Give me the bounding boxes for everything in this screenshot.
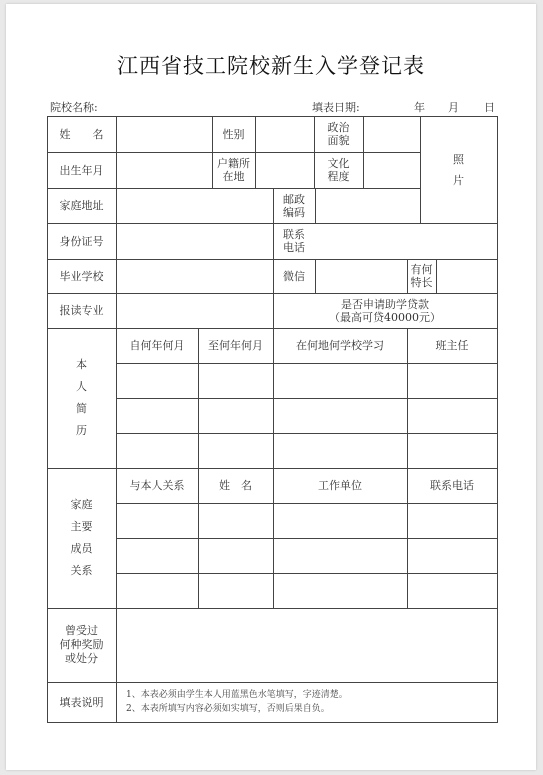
family-row-1[interactable] [117, 504, 497, 538]
id-number-field[interactable] [117, 224, 273, 259]
photo-label-2: 片 [453, 173, 464, 187]
address-field[interactable] [117, 189, 273, 223]
talent-label: 有何特长 [410, 263, 433, 289]
talent-field[interactable] [437, 260, 497, 293]
resume-label: 本 人 简 历 [76, 358, 87, 437]
instructions-label: 填表说明 [59, 695, 104, 709]
loan-question-line1: 是否申请助学贷款 [341, 297, 429, 311]
postcode-field[interactable] [316, 189, 420, 223]
graduate-school-field[interactable] [117, 260, 273, 293]
resume-row-2[interactable] [117, 399, 497, 433]
gender-field[interactable] [256, 117, 314, 152]
awards-label: 曾受过 何种奖励 或处分 [59, 624, 104, 665]
phone-label: 联系电话 [283, 228, 305, 254]
registration-form-page [6, 4, 536, 770]
family-header-name: 姓 名 [219, 479, 252, 492]
photo-box[interactable] [420, 116, 497, 223]
family-row-3[interactable] [117, 574, 497, 608]
family-row-2[interactable] [117, 539, 497, 573]
family-label: 家庭 主要 成员 关系 [70, 498, 93, 577]
major-field[interactable] [117, 294, 273, 328]
address-label: 家庭地址 [59, 199, 104, 212]
photo-label-1: 照 [453, 152, 464, 166]
phone-field[interactable] [316, 224, 497, 259]
instruction-1: 1、本表必须由学生本人用蓝黑色水笔填写，字迹清楚。 [126, 690, 348, 700]
resume-row-3[interactable] [117, 434, 497, 468]
awards-field[interactable] [117, 609, 497, 682]
birth-field[interactable] [117, 153, 212, 188]
date-year: 年 [414, 101, 425, 114]
loan-question [273, 293, 497, 328]
name-field[interactable] [117, 117, 212, 152]
resume-row-1[interactable] [117, 364, 497, 398]
education-field[interactable] [364, 153, 420, 188]
major-label: 报读专业 [59, 304, 104, 317]
family-header-relation: 与本人关系 [129, 479, 185, 492]
political-status-field[interactable] [364, 117, 420, 152]
id-number-label: 身份证号 [59, 234, 104, 248]
gender-label: 性别 [222, 127, 245, 141]
resume-header-school: 在何地何学校学习 [296, 339, 384, 352]
date-month: 月 [448, 101, 459, 114]
fill-date-label: 填表日期: [312, 101, 360, 114]
hukou-field[interactable] [256, 153, 314, 188]
school-name-label: 院校名称: [50, 101, 98, 114]
instruction-2: 2、本表所填写内容必须如实填写，否则后果自负。 [126, 704, 330, 714]
hukou-label: 户籍所在地 [217, 157, 250, 183]
resume-header-from: 自何年何月 [129, 339, 185, 352]
wechat-label: 微信 [283, 269, 305, 283]
date-day: 日 [484, 101, 495, 114]
registration-table [47, 116, 497, 723]
name-label: 姓 名 [59, 127, 104, 141]
form-title: 江西省技工院校新生入学登记表 [117, 54, 425, 78]
graduate-school-label: 毕业学校 [59, 269, 104, 283]
birth-label: 出生年月 [59, 163, 104, 177]
family-header-employer: 工作单位 [318, 479, 362, 492]
resume-header-teacher: 班主任 [435, 339, 469, 352]
resume-header-to: 至何年何月 [208, 339, 263, 352]
loan-question-line2: （最高可贷40000元） [329, 310, 441, 324]
political-status-label: 政治面貌 [327, 121, 350, 147]
family-header-phone: 联系电话 [430, 479, 474, 492]
wechat-field[interactable] [316, 260, 407, 293]
education-label: 文化程度 [327, 157, 350, 183]
postcode-label: 邮政编码 [283, 192, 305, 219]
